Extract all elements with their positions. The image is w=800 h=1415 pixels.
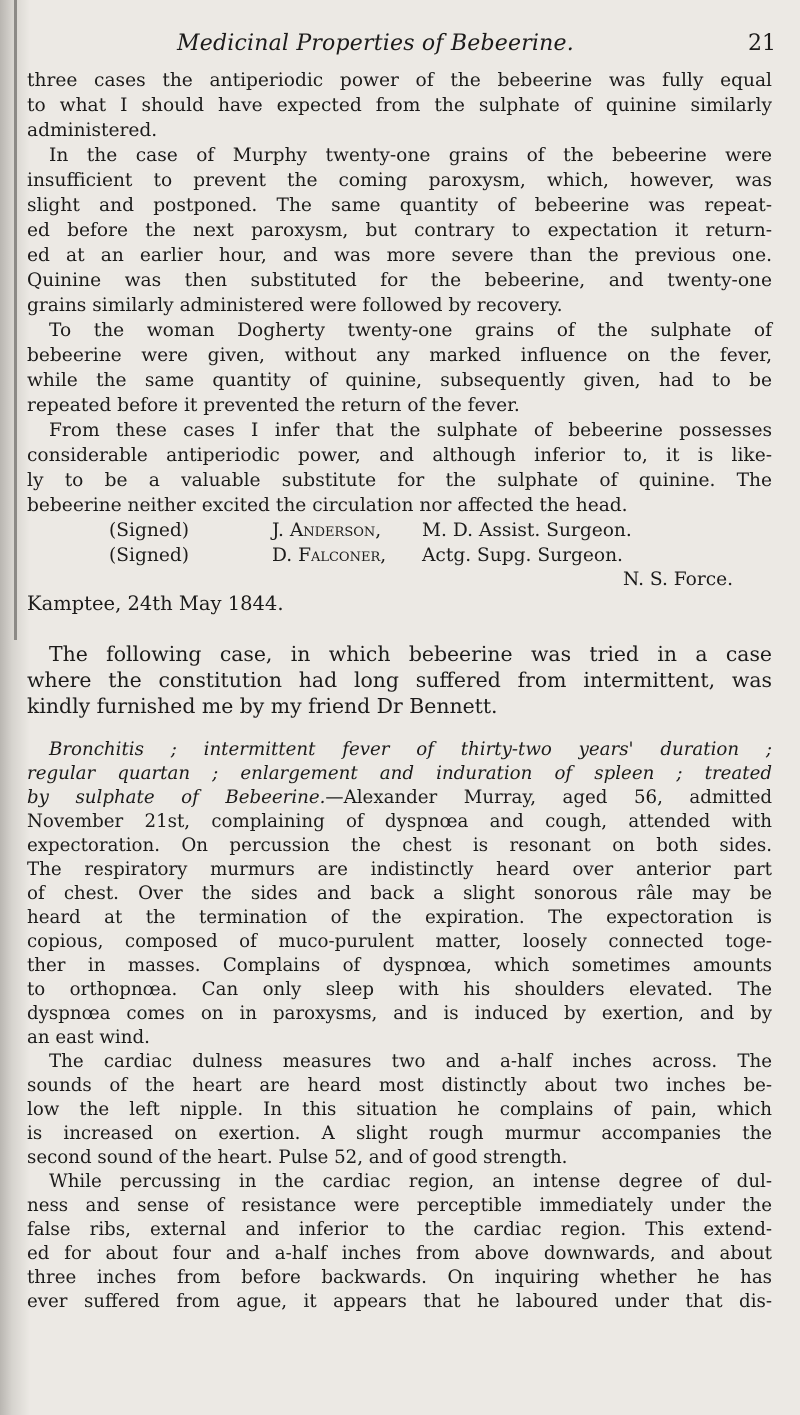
force-line: N. S. Force. [623, 569, 734, 590]
place-date: Kamptee, 24th May 1844. [27, 592, 284, 615]
text-line: kindly furnished me by my friend Dr Bennett. [27, 694, 498, 718]
report-paragraphs [27, 68, 772, 518]
signatory-title: M. D. Assist. Surgeon. [422, 520, 632, 541]
text-line: The respiratory murmurs are indistinctly heard over anterior part [27, 859, 772, 880]
text-line: sounds of the heart are heard most distinctly about two inches be- [27, 1075, 772, 1096]
running-header [27, 31, 782, 61]
text-line: repeated before it prevented the return of the fever. [27, 395, 520, 416]
text-line: of chest. Over the sides and back a slight sonorous râle may be [27, 883, 772, 904]
text-line: bebeerine neither excited the circulation nor affected the head. [27, 495, 628, 516]
text-line: slight and postponed. The same quantity of bebeerine was repeat- [27, 195, 772, 216]
text-line: while the same quantity of quinine, subsequently given, had to be [27, 370, 772, 391]
text-line: ther in masses. Complains of dyspnœa, which sometimes amounts [27, 955, 772, 976]
text-line: While percussing in the cardiac region, an intense degree of dul- [49, 1171, 772, 1192]
case-heading-line: regular quartan ; enlargement and induration of spleen ; treated [27, 763, 772, 784]
text-line: ever suffered from ague, it appears that he laboured under that dis- [27, 1291, 772, 1312]
text-line: From these cases I infer that the sulphate of bebeerine possesses [49, 420, 772, 441]
binding-edge [14, 0, 17, 640]
signatory-name: D. Falconer, [272, 545, 387, 566]
case-heading-line: by sulphate of Bebeerine. [27, 787, 326, 808]
text-line: To the woman Dogherty twenty-one grains of the sulphate of [49, 320, 772, 341]
case-report [27, 738, 772, 1314]
text-line: The following case, in which bebeerine was tried in a case [49, 642, 772, 666]
text-line: three cases the antiperiodic power of the bebeerine was fully equal [27, 70, 772, 91]
text-line: to what I should have expected from the sulphate of quinine similarly [27, 95, 772, 116]
signed-label: (Signed) [109, 520, 189, 541]
case-text: —Alexander Murray, aged 56, admitted [325, 787, 772, 808]
text-line: administered. [27, 120, 158, 141]
text-line: an east wind. [27, 1027, 150, 1048]
text-line: where the constitution had long suffered from intermittent, was [27, 668, 772, 692]
text-line: copious, composed of muco-purulent matter, loosely connected toge- [27, 931, 772, 952]
text-line: ness and sense of resistance were perceptible immediately under the [27, 1195, 772, 1216]
text-line: insufficient to prevent the coming paroxysm, which, however, was [27, 170, 772, 191]
text-line: dyspnœa comes on in paroxysms, and is induced by exertion, and by [27, 1003, 772, 1024]
text-line: three inches from before backwards. On inquiring whether he has [27, 1267, 772, 1288]
signatory-name: J. Anderson, [272, 520, 382, 541]
text-line: considerable antiperiodic power, and although inferior to, it is like- [27, 445, 772, 466]
text-line: heard at the termination of the expiration. The expectoration is [27, 907, 772, 928]
text-line: ly to be a valuable substitute for the sulphate of quinine. The [27, 470, 772, 491]
running-title: Medicinal Properties of Bebeerine. [177, 31, 574, 56]
text-line [27, 786, 772, 810]
text-line: In the case of Murphy twenty-one grains of the bebeerine were [49, 145, 772, 166]
signed-label: (Signed) [109, 545, 189, 566]
text-line: grains similarly administered were followed by recovery. [27, 295, 563, 316]
text-line: is increased on exertion. A slight rough murmur accompanies the [27, 1123, 772, 1144]
text-line: ed for about four and a-half inches from above downwards, and about [27, 1243, 772, 1264]
text-line: to orthopnœa. Can only sleep with his shoulders elevated. The [27, 979, 772, 1000]
intro-paragraph [27, 641, 772, 719]
text-line: ed before the next paroxysm, but contrary to expectation it return- [27, 220, 772, 241]
case-heading-line: Bronchitis ; intermittent fever of thirty-two years' duration ; [49, 739, 772, 760]
page-number: 21 [748, 31, 776, 56]
text-line: false ribs, external and inferior to the cardiac region. This extend- [27, 1219, 772, 1240]
text-line: The cardiac dulness measures two and a-half inches across. The [49, 1051, 772, 1072]
text-line: ed at an earlier hour, and was more severe than the previous one. [27, 245, 772, 266]
text-line: low the left nipple. In this situation he complains of pain, which [27, 1099, 772, 1120]
text-line: expectoration. On percussion the chest is resonant on both sides. [27, 835, 772, 856]
signatory-title: Actg. Supg. Surgeon. [422, 545, 623, 566]
text-line: Quinine was then substituted for the bebeerine, and twenty-one [27, 270, 772, 291]
text-line: bebeerine were given, without any marked influence on the fever, [27, 345, 772, 366]
text-line: November 21st, complaining of dyspnœa and cough, attended with [27, 811, 772, 832]
text-line: second sound of the heart. Pulse 52, and of good strength. [27, 1147, 568, 1168]
book-page [27, 0, 782, 1415]
